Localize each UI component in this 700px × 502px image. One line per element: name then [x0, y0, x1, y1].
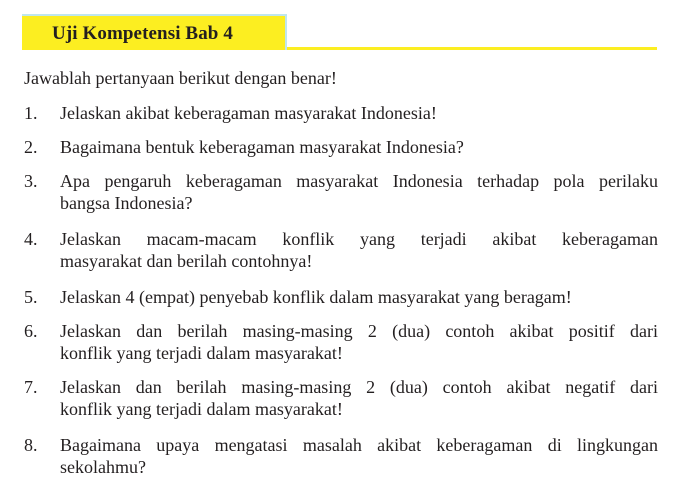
- question-number: 4.: [24, 229, 38, 249]
- question-line: Jelaskan dan berilah masing-masing 2 (dua) contoh akibat positif dari: [60, 321, 658, 341]
- question-text: [60, 376, 658, 420]
- question-line: bangsa Indonesia?: [60, 193, 193, 213]
- question-line: konflik yang terjadi dalam masyarakat!: [60, 343, 343, 363]
- chapter-title: Uji Kompetensi Bab 4: [52, 22, 233, 44]
- question-number: 1.: [24, 103, 38, 123]
- question-item-3: [24, 170, 658, 214]
- question-item-5: [24, 286, 658, 308]
- question-line: konflik yang terjadi dalam masyarakat!: [60, 399, 343, 419]
- question-text: [60, 136, 658, 158]
- question-number: 3.: [24, 171, 38, 191]
- chapter-header-box: [22, 14, 287, 50]
- question-line: masyarakat dan berilah contohnya!: [60, 251, 313, 271]
- question-line: Jelaskan dan berilah masing-masing 2 (dua) contoh akibat negatif dari: [60, 377, 658, 397]
- question-line: Bagaimana bentuk keberagaman masyarakat Indonesia?: [60, 137, 464, 157]
- question-item-4: [24, 228, 658, 272]
- question-text: [60, 320, 658, 364]
- chapter-header: [22, 14, 656, 52]
- question-line: sekolahmu?: [60, 457, 146, 477]
- question-line: Apa pengaruh keberagaman masyarakat Indonesia terhadap pola perilaku: [60, 171, 658, 191]
- question-line: Bagaimana upaya mengatasi masalah akibat keberagaman di lingkungan: [60, 435, 658, 455]
- question-text: [60, 102, 658, 124]
- question-line: Jelaskan 4 (empat) penyebab konflik dalam masyarakat yang beragam!: [60, 287, 572, 307]
- question-text: [60, 170, 658, 214]
- question-item-6: [24, 320, 658, 364]
- question-item-2: [24, 136, 658, 158]
- question-number: 2.: [24, 137, 38, 157]
- question-number: 5.: [24, 287, 38, 307]
- question-item-1: [24, 102, 658, 124]
- question-line: Jelaskan akibat keberagaman masyarakat Indonesia!: [60, 103, 437, 123]
- header-underline: [287, 47, 657, 50]
- question-text: [60, 228, 658, 272]
- question-text: [60, 286, 658, 308]
- question-number: 7.: [24, 377, 38, 397]
- question-number: 6.: [24, 321, 38, 341]
- question-line: Jelaskan macam-macam konflik yang terjadi akibat keberagaman: [60, 229, 658, 249]
- question-number: 8.: [24, 435, 38, 455]
- question-item-8: [24, 434, 658, 478]
- instruction-text: Jawablah pertanyaan berikut dengan benar!: [24, 68, 337, 88]
- question-text: [60, 434, 658, 478]
- question-item-7: [24, 376, 658, 420]
